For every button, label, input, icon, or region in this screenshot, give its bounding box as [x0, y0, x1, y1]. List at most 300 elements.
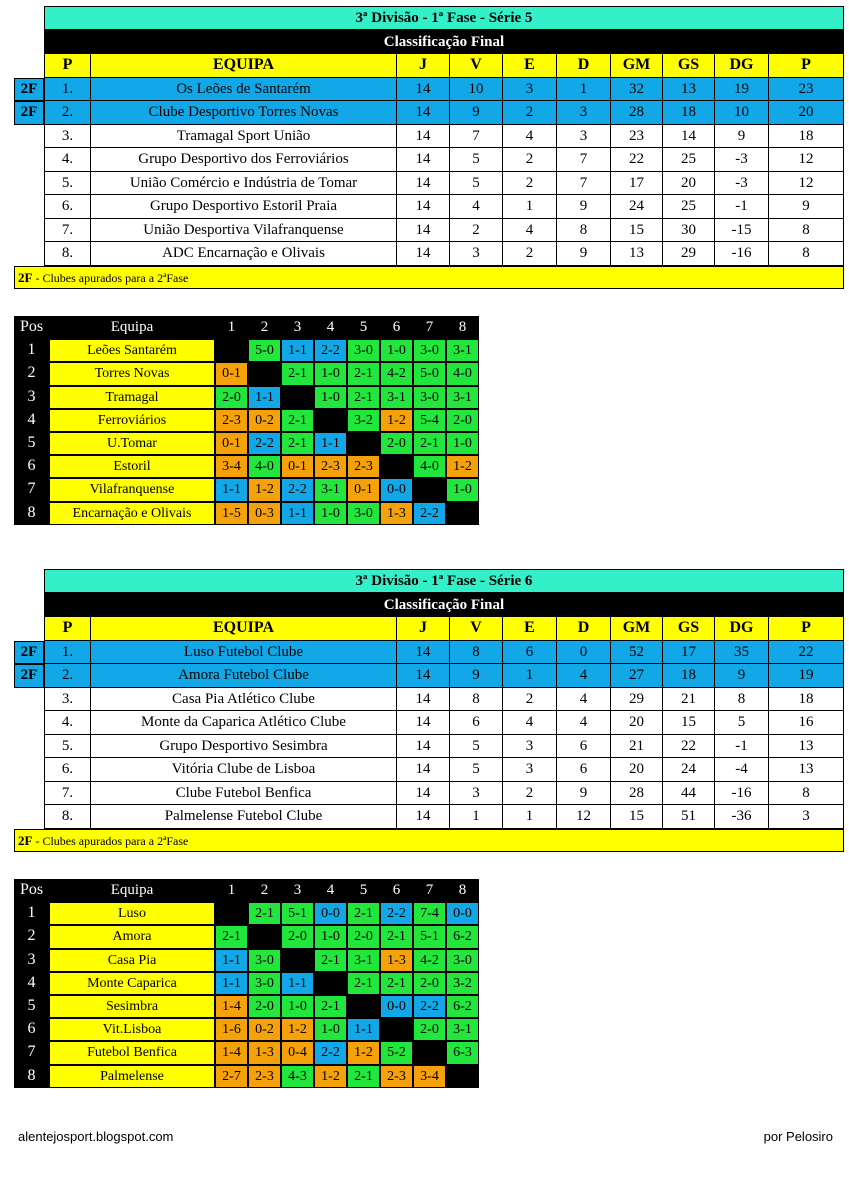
matrix-result: 3-4: [215, 455, 248, 478]
cell-team: Tramagal Sport União: [91, 125, 397, 149]
header-j: J: [397, 54, 450, 78]
cell-e: 3: [503, 78, 557, 102]
cell-dg: 19: [715, 78, 769, 102]
header-v: V: [450, 617, 503, 641]
header-e: E: [503, 54, 557, 78]
cell-gs: 18: [663, 664, 715, 688]
cell-team: Grupo Desportivo dos Ferroviários: [91, 148, 397, 172]
cell-v: 7: [450, 125, 503, 149]
cell-p: 6.: [44, 758, 91, 782]
header-pts: P: [769, 617, 844, 641]
matrix-result: 1-1: [248, 386, 281, 409]
cell-dg: 5: [715, 711, 769, 735]
matrix-result: 1-1: [215, 972, 248, 995]
matrix-pos: 6: [14, 455, 49, 478]
matrix-pos: 7: [14, 1041, 49, 1064]
standings-row: [44, 758, 844, 782]
section-title: 3ª Divisão - 1ª Fase - Série 6: [44, 569, 844, 593]
matrix-result: 1-0: [314, 502, 347, 525]
matrix-result: 3-0: [413, 339, 446, 362]
header-p: P: [44, 54, 91, 78]
cell-gs: 51: [663, 805, 715, 829]
matrix-result: 1-1: [281, 972, 314, 995]
matrix-result: 2-1: [413, 432, 446, 455]
matrix-row: [14, 1065, 479, 1088]
cell-dg: 8: [715, 688, 769, 712]
cell-j: 14: [397, 78, 450, 102]
cell-dg: -1: [715, 195, 769, 219]
header-dg: DG: [715, 617, 769, 641]
matrix-result: 1-0: [314, 362, 347, 385]
matrix-team: Amora: [49, 925, 215, 948]
cell-dg: 35: [715, 641, 769, 665]
cell-e: 4: [503, 711, 557, 735]
matrix-header-col: 7: [413, 879, 446, 902]
matrix-result: [380, 455, 413, 478]
section-subtitle: Classificação Final: [44, 593, 844, 617]
matrix-result: 1-0: [380, 339, 413, 362]
cell-gs: 15: [663, 711, 715, 735]
standings-header: [44, 54, 844, 78]
cell-gm: 52: [611, 641, 663, 665]
cell-d: 3: [557, 125, 611, 149]
cell-e: 2: [503, 782, 557, 806]
cell-e: 1: [503, 195, 557, 219]
cell-p: 7.: [44, 219, 91, 243]
matrix-result: 3-4: [413, 1065, 446, 1088]
matrix-pos: 5: [14, 995, 49, 1018]
matrix-result: 3-1: [446, 386, 479, 409]
cell-dg: -16: [715, 242, 769, 266]
matrix-team: Futebol Benfica: [49, 1041, 215, 1064]
cell-j: 14: [397, 782, 450, 806]
matrix-result: 1-0: [281, 995, 314, 1018]
matrix-result: [347, 432, 380, 455]
matrix-result: 0-1: [215, 362, 248, 385]
cell-j: 14: [397, 101, 450, 125]
matrix-result: 2-2: [281, 478, 314, 501]
cell-team: Clube Desportivo Torres Novas: [91, 101, 397, 125]
matrix-pos: 4: [14, 972, 49, 995]
matrix-team: Casa Pia: [49, 949, 215, 972]
cell-pts: 8: [769, 219, 844, 243]
cell-v: 5: [450, 735, 503, 759]
cell-gs: 29: [663, 242, 715, 266]
cell-pts: 16: [769, 711, 844, 735]
matrix-result: 3-0: [347, 339, 380, 362]
cell-p: 7.: [44, 782, 91, 806]
matrix-header-team: Equipa: [49, 316, 215, 339]
matrix-result: 2-2: [413, 502, 446, 525]
matrix-result: 2-1: [380, 972, 413, 995]
matrix-result: 1-4: [215, 1041, 248, 1064]
matrix-result: 2-1: [347, 362, 380, 385]
matrix-result: [215, 902, 248, 925]
header-v: V: [450, 54, 503, 78]
matrix-pos: 7: [14, 478, 49, 501]
cell-gm: 27: [611, 664, 663, 688]
cell-v: 6: [450, 711, 503, 735]
matrix-header-col: 1: [215, 316, 248, 339]
cell-team: União Desportiva Vilafranquense: [91, 219, 397, 243]
header-gm: GM: [611, 617, 663, 641]
header-gs: GS: [663, 54, 715, 78]
cell-pts: 9: [769, 195, 844, 219]
matrix-result: 1-3: [380, 502, 413, 525]
matrix-result: [446, 502, 479, 525]
matrix-result: [281, 949, 314, 972]
matrix-result: 2-1: [281, 432, 314, 455]
matrix-result: [248, 362, 281, 385]
matrix-result: [281, 386, 314, 409]
matrix-result: 1-1: [215, 478, 248, 501]
cell-gs: 20: [663, 172, 715, 196]
footer-author: por Pelosiro: [763, 1129, 833, 1144]
cell-dg: 10: [715, 101, 769, 125]
cell-pts: 13: [769, 758, 844, 782]
header-gs: GS: [663, 617, 715, 641]
cell-d: 12: [557, 805, 611, 829]
cell-team: Palmelense Futebol Clube: [91, 805, 397, 829]
matrix-result: 0-0: [446, 902, 479, 925]
matrix-result: 1-1: [215, 949, 248, 972]
cell-p: 8.: [44, 242, 91, 266]
matrix-pos: 3: [14, 949, 49, 972]
cell-j: 14: [397, 125, 450, 149]
matrix-result: [314, 972, 347, 995]
cell-p: 1.: [44, 641, 91, 665]
matrix-result: 3-0: [413, 386, 446, 409]
cell-pts: 22: [769, 641, 844, 665]
cell-gm: 24: [611, 195, 663, 219]
cell-gs: 44: [663, 782, 715, 806]
matrix-result: [347, 995, 380, 1018]
cell-p: 4.: [44, 148, 91, 172]
standings-row: [44, 148, 844, 172]
qualified-tag: 2F: [14, 101, 44, 125]
cell-j: 14: [397, 242, 450, 266]
header-e: E: [503, 617, 557, 641]
cell-dg: 9: [715, 125, 769, 149]
matrix-result: 1-0: [314, 1018, 347, 1041]
matrix-result: 2-1: [347, 1065, 380, 1088]
cell-p: 6.: [44, 195, 91, 219]
matrix-result: 3-1: [347, 949, 380, 972]
standings-row: [44, 78, 844, 102]
matrix-result: 3-2: [347, 409, 380, 432]
cell-e: 2: [503, 688, 557, 712]
matrix-result: 1-6: [215, 1018, 248, 1041]
matrix-header-col: 1: [215, 879, 248, 902]
cell-d: 7: [557, 172, 611, 196]
matrix-header-team: Equipa: [49, 879, 215, 902]
matrix-pos: 2: [14, 925, 49, 948]
matrix-result: 2-2: [248, 432, 281, 455]
matrix-result: 2-1: [347, 902, 380, 925]
standings-row: [44, 172, 844, 196]
matrix-header-col: 5: [347, 316, 380, 339]
standings-row: [44, 101, 844, 125]
header-equipa: EQUIPA: [91, 617, 397, 641]
matrix-row: [14, 949, 479, 972]
cell-v: 5: [450, 148, 503, 172]
qualified-note: [14, 829, 844, 852]
cell-v: 8: [450, 641, 503, 665]
matrix-pos: 4: [14, 409, 49, 432]
header-j: J: [397, 617, 450, 641]
matrix-row: [14, 478, 479, 501]
standings-header: [44, 617, 844, 641]
matrix-result: 6-2: [446, 995, 479, 1018]
header-pts: P: [769, 54, 844, 78]
matrix-result: [248, 925, 281, 948]
standings-row: [44, 735, 844, 759]
standings-row: [44, 641, 844, 665]
matrix-row: [14, 339, 479, 362]
cell-e: 2: [503, 101, 557, 125]
matrix-header-col: 2: [248, 316, 281, 339]
matrix-result: 2-3: [347, 455, 380, 478]
matrix-result: 1-3: [380, 949, 413, 972]
cell-gm: 28: [611, 101, 663, 125]
matrix-result: 2-1: [347, 386, 380, 409]
matrix-result: 2-1: [281, 362, 314, 385]
matrix-team: Ferroviários: [49, 409, 215, 432]
matrix-team: Torres Novas: [49, 362, 215, 385]
matrix-result: 1-2: [347, 1041, 380, 1064]
cell-pts: 19: [769, 664, 844, 688]
matrix-result: 1-2: [446, 455, 479, 478]
matrix-result: [380, 1018, 413, 1041]
cell-pts: 18: [769, 125, 844, 149]
qualified-tag: 2F: [14, 641, 44, 665]
matrix-result: 0-0: [314, 902, 347, 925]
matrix-team: Tramagal: [49, 386, 215, 409]
matrix-result: 0-0: [380, 478, 413, 501]
cell-d: 1: [557, 78, 611, 102]
cell-j: 14: [397, 735, 450, 759]
cell-gm: 22: [611, 148, 663, 172]
matrix-row: [14, 925, 479, 948]
matrix-result: 0-2: [248, 409, 281, 432]
cell-gm: 21: [611, 735, 663, 759]
cell-j: 14: [397, 641, 450, 665]
cell-p: 2.: [44, 664, 91, 688]
cell-gm: 20: [611, 711, 663, 735]
matrix-header: [14, 879, 479, 902]
qualified-note-tag: 2F: [18, 270, 33, 285]
matrix-result: 3-1: [380, 386, 413, 409]
cell-d: 9: [557, 782, 611, 806]
cell-j: 14: [397, 758, 450, 782]
cell-v: 5: [450, 172, 503, 196]
matrix-row: [14, 502, 479, 525]
cell-p: 8.: [44, 805, 91, 829]
matrix-result: 6-3: [446, 1041, 479, 1064]
matrix-result: 2-1: [314, 995, 347, 1018]
matrix-row: [14, 455, 479, 478]
cell-p: 2.: [44, 101, 91, 125]
cell-gs: 14: [663, 125, 715, 149]
cell-p: 1.: [44, 78, 91, 102]
cell-v: 2: [450, 219, 503, 243]
matrix-row: [14, 1041, 479, 1064]
matrix-header-col: 5: [347, 879, 380, 902]
matrix-result: 0-2: [248, 1018, 281, 1041]
cell-dg: -3: [715, 172, 769, 196]
matrix-result: 5-0: [413, 362, 446, 385]
cell-p: 3.: [44, 688, 91, 712]
matrix-pos: 1: [14, 339, 49, 362]
matrix-result: 5-0: [248, 339, 281, 362]
matrix-header-pos: Pos: [14, 879, 49, 902]
cell-dg: -16: [715, 782, 769, 806]
cell-gm: 32: [611, 78, 663, 102]
cell-d: 8: [557, 219, 611, 243]
header-equipa: EQUIPA: [91, 54, 397, 78]
cell-d: 6: [557, 758, 611, 782]
matrix-header: [14, 316, 479, 339]
cell-d: 4: [557, 711, 611, 735]
qualified-note-tag: 2F: [18, 833, 33, 848]
cell-gs: 25: [663, 195, 715, 219]
matrix-team: Vilafranquense: [49, 478, 215, 501]
cell-d: 9: [557, 195, 611, 219]
matrix-result: 3-2: [446, 972, 479, 995]
standings-row: [44, 782, 844, 806]
cell-d: 6: [557, 735, 611, 759]
header-d: D: [557, 54, 611, 78]
cell-pts: 18: [769, 688, 844, 712]
matrix-result: [413, 1041, 446, 1064]
cell-e: 4: [503, 125, 557, 149]
standings-row: [44, 711, 844, 735]
matrix-result: 0-3: [248, 502, 281, 525]
cell-e: 1: [503, 805, 557, 829]
cell-team: Grupo Desportivo Sesimbra: [91, 735, 397, 759]
matrix-pos: 8: [14, 502, 49, 525]
cell-pts: 8: [769, 242, 844, 266]
matrix-pos: 5: [14, 432, 49, 455]
matrix-result: 2-3: [215, 409, 248, 432]
matrix-result: 2-2: [380, 902, 413, 925]
cell-e: 4: [503, 219, 557, 243]
cell-team: Clube Futebol Benfica: [91, 782, 397, 806]
matrix-result: 2-0: [281, 925, 314, 948]
cell-d: 7: [557, 148, 611, 172]
cell-e: 2: [503, 148, 557, 172]
matrix-row: [14, 902, 479, 925]
standings-row: [44, 219, 844, 243]
matrix-result: 5-1: [281, 902, 314, 925]
matrix-pos: 2: [14, 362, 49, 385]
matrix-pos: 6: [14, 1018, 49, 1041]
cell-pts: 20: [769, 101, 844, 125]
cell-v: 4: [450, 195, 503, 219]
matrix-result: 3-1: [446, 1018, 479, 1041]
matrix-result: 2-7: [215, 1065, 248, 1088]
matrix-result: 2-2: [314, 339, 347, 362]
matrix-result: 4-3: [281, 1065, 314, 1088]
cell-gs: 30: [663, 219, 715, 243]
matrix-result: 1-4: [215, 995, 248, 1018]
matrix-result: 5-2: [380, 1041, 413, 1064]
cell-j: 14: [397, 148, 450, 172]
cell-p: 5.: [44, 172, 91, 196]
standings-row: [44, 664, 844, 688]
matrix-result: 3-0: [446, 949, 479, 972]
matrix-result: 1-5: [215, 502, 248, 525]
footer-site: alentejosport.blogspot.com: [18, 1129, 174, 1144]
matrix-result: 4-0: [248, 455, 281, 478]
section-subtitle: Classificação Final: [44, 30, 844, 54]
cell-team: ADC Encarnação e Olivais: [91, 242, 397, 266]
matrix-result: 5-4: [413, 409, 446, 432]
matrix-result: 1-0: [314, 386, 347, 409]
cell-d: 4: [557, 688, 611, 712]
matrix-result: 0-0: [380, 995, 413, 1018]
qualified-note: [14, 266, 844, 289]
cell-gs: 22: [663, 735, 715, 759]
matrix-result: 6-2: [446, 925, 479, 948]
cell-team: Luso Futebol Clube: [91, 641, 397, 665]
matrix-result: 0-1: [215, 432, 248, 455]
cell-p: 3.: [44, 125, 91, 149]
matrix-result: 0-4: [281, 1041, 314, 1064]
matrix-result: 2-1: [380, 925, 413, 948]
cell-team: Amora Futebol Clube: [91, 664, 397, 688]
cell-j: 14: [397, 219, 450, 243]
matrix-result: 3-1: [446, 339, 479, 362]
cell-gm: 13: [611, 242, 663, 266]
cell-gs: 17: [663, 641, 715, 665]
cell-e: 2: [503, 242, 557, 266]
matrix-result: 1-2: [248, 478, 281, 501]
matrix-header-col: 3: [281, 879, 314, 902]
matrix-pos: 3: [14, 386, 49, 409]
matrix-team: U.Tomar: [49, 432, 215, 455]
cell-d: 9: [557, 242, 611, 266]
cell-pts: 23: [769, 78, 844, 102]
cell-p: 4.: [44, 711, 91, 735]
cell-j: 14: [397, 664, 450, 688]
matrix-result: 1-2: [380, 409, 413, 432]
cell-team: Grupo Desportivo Estoril Praia: [91, 195, 397, 219]
qualified-note-text: - Clubes apurados para a 2ªFase: [32, 834, 189, 848]
standings-row: [44, 195, 844, 219]
matrix-team: Encarnação e Olivais: [49, 502, 215, 525]
matrix-row: [14, 1018, 479, 1041]
cell-gm: 20: [611, 758, 663, 782]
matrix-header-col: 8: [446, 879, 479, 902]
matrix-team: Monte Caparica: [49, 972, 215, 995]
matrix-team: Sesimbra: [49, 995, 215, 1018]
matrix-result: 2-1: [281, 409, 314, 432]
cell-v: 9: [450, 664, 503, 688]
matrix-result: 4-2: [380, 362, 413, 385]
cell-dg: -36: [715, 805, 769, 829]
matrix-result: [215, 339, 248, 362]
matrix-row: [14, 362, 479, 385]
matrix-row: [14, 995, 479, 1018]
matrix-header-col: 6: [380, 879, 413, 902]
cell-team: União Comércio e Indústria de Tomar: [91, 172, 397, 196]
matrix-result: 2-0: [380, 432, 413, 455]
cell-d: 3: [557, 101, 611, 125]
matrix-team: Palmelense: [49, 1065, 215, 1088]
cell-e: 1: [503, 664, 557, 688]
matrix-result: [446, 1065, 479, 1088]
